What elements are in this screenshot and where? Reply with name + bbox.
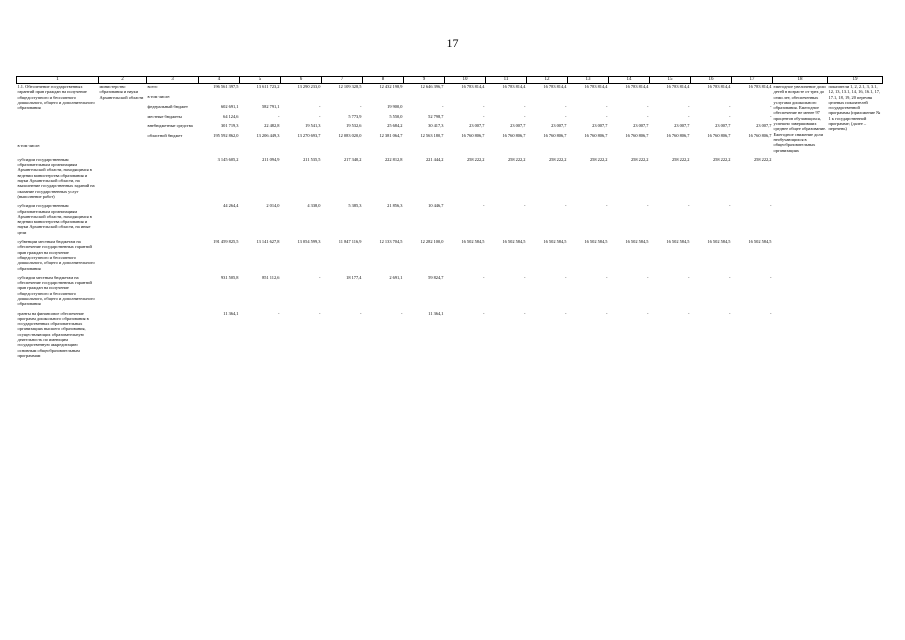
amount-cell: 16 783 814,4: [625, 84, 649, 89]
including-label: в том числе:: [17, 143, 41, 149]
amount-cell: -: [688, 310, 690, 316]
amount-cell: [404, 94, 445, 104]
amount-cell: 258 222,2: [630, 156, 649, 162]
table-row: [17, 275, 883, 307]
table-row: [17, 239, 883, 271]
column-header: 17: [732, 77, 773, 84]
amount-cell: -: [278, 310, 280, 316]
amount-cell: [322, 94, 363, 104]
amount-cell: [691, 94, 732, 104]
budget-table: [16, 76, 883, 358]
amount-cell: 21 856,3: [387, 203, 403, 209]
amount-cell: -: [524, 103, 526, 109]
column-header: 14: [609, 77, 650, 84]
amount-cell: 16 760 806,7: [543, 133, 567, 139]
amount-cell: -: [606, 113, 608, 119]
subsidy-name: субсидии государственным образовательным организациям Архангельской области, находящимся в ведении министерства образования и науки Архангельской области, на иные цели: [17, 203, 92, 235]
amount-cell: 2 014,0: [266, 203, 280, 209]
empty-cell: [773, 203, 828, 235]
amount-cell: -: [565, 274, 567, 280]
amount-cell: -: [647, 113, 649, 119]
amount-cell: -: [483, 103, 485, 109]
amount-cell: 16 783 814,4: [461, 84, 485, 89]
amount-cell: 3 145 605,2: [217, 156, 239, 162]
amount-cell: -: [565, 310, 567, 316]
amount-cell: 13 611 723,2: [256, 84, 280, 89]
column-header: 18: [773, 77, 828, 84]
column-header: 12: [527, 77, 568, 84]
amount-cell: -: [606, 203, 608, 209]
column-header: 16: [691, 77, 732, 84]
empty-cell: [99, 203, 147, 235]
empty-cell: [773, 275, 828, 307]
amount-cell: 5 773,9: [348, 113, 362, 119]
empty-cell: [828, 157, 883, 199]
amount-cell: -: [319, 310, 321, 316]
amount-cell: 13 290 233,0: [297, 84, 321, 89]
amount-cell: 16 783 814,4: [666, 84, 690, 89]
amount-cell: 12 432 198,9: [379, 84, 403, 89]
amount-cell: [281, 94, 322, 104]
amount-cell: 13 270 693,7: [297, 133, 321, 139]
amount-cell: -: [770, 310, 772, 316]
column-header: 8: [363, 77, 404, 84]
amount-cell: 258 222,2: [507, 156, 526, 162]
amount-cell: 258 222,2: [712, 156, 731, 162]
empty-cell: [99, 275, 147, 307]
amount-cell: 258 222,2: [589, 156, 608, 162]
empty-cell: [828, 239, 883, 271]
amount-cell: 12 563 180,7: [420, 133, 444, 139]
amount-cell: -: [565, 113, 567, 119]
funding-source: внебюджетные средства: [147, 123, 193, 129]
amount-cell: -: [647, 274, 649, 280]
amount-cell: [527, 94, 568, 104]
amount-cell: -: [688, 203, 690, 209]
amount-cell: 16 502 584,5: [625, 239, 649, 245]
amount-cell: 59 824,7: [428, 274, 444, 280]
amount-cell: 13 054 599,3: [297, 239, 321, 245]
table-row: [17, 123, 883, 133]
amount-cell: 23 007,7: [674, 123, 690, 129]
amount-cell: 12 381 064,7: [379, 133, 403, 139]
amount-cell: -: [770, 103, 772, 109]
amount-cell: -: [483, 274, 485, 280]
empty-cell: [147, 311, 199, 359]
amount-cell: 301 719,3: [220, 123, 239, 129]
amount-cell: -: [647, 103, 649, 109]
amount-cell: [609, 94, 650, 104]
amount-cell: 64 124,6: [223, 113, 239, 119]
amount-cell: [568, 94, 609, 104]
table-row: [17, 311, 883, 359]
funding-source: местные бюджеты: [147, 113, 182, 119]
amount-cell: -: [770, 113, 772, 119]
empty-cell: [773, 311, 828, 359]
amount-cell: -: [770, 203, 772, 209]
amount-cell: -: [729, 203, 731, 209]
table-row: [17, 203, 883, 235]
program-title: 1.1. Обеспечение государственных гарантий прав граждан на получение общедоступного и бесплатного дошкольного, общего и дополнительного образования: [17, 84, 95, 111]
table-row: [17, 143, 883, 153]
empty-cell: [147, 157, 199, 199]
subsidy-name: субсидии государственным образовательным организациям Архангельской области, находящимся в ведении министерства образования и науки Архангельской области, на выполнение государственных заданий на оказание государственных услуг (выполнение работ): [17, 156, 95, 199]
subsidy-name: гранты на финансовое обеспечение программ дошкольного образования в государственных образовательных организациях высшего образования, осуществляющих образовательную деятельность по имеющим государственную аккредитацию основным общеобразовательным программам: [17, 310, 89, 358]
empty-cell: [828, 275, 883, 307]
amount-cell: 11 847 116,9: [338, 239, 362, 245]
expected-result: ежегодное увеличение доли детей в возрасте от трех до семи лет, обеспеченных услугами дошкольного образования. Ежегодное обеспечение не менее 97 процентов обучающихся, успешно завершивших среднее общее образование. Ежегодное снижение доли необучающихся в общеобразовательных организациях: [773, 84, 827, 153]
amount-cell: -: [606, 103, 608, 109]
amount-cell: 258 222,2: [548, 156, 567, 162]
column-header: 1: [17, 77, 99, 84]
table-row: [17, 114, 883, 124]
amount-cell: -: [688, 274, 690, 280]
amount-cell: -: [524, 274, 526, 280]
amount-cell: [363, 94, 404, 104]
amount-cell: 217 340,2: [343, 156, 362, 162]
amount-cell: 16 783 814,4: [707, 84, 731, 89]
amount-cell: [486, 94, 527, 104]
funding-source: федеральный бюджет: [147, 103, 188, 109]
table-row: [17, 157, 883, 199]
amount-cell: 23 007,7: [592, 123, 608, 129]
amount-cell: -: [401, 310, 403, 316]
amount-cell: 16 783 814,4: [543, 84, 567, 89]
amount-cell: 16 760 806,7: [502, 133, 526, 139]
amount-cell: 12 646 396,7: [420, 84, 444, 89]
amount-cell: 211 094,9: [262, 156, 280, 162]
amount-cell: 16 760 806,7: [584, 133, 608, 139]
table-row: [17, 104, 883, 114]
amount-cell: -: [360, 310, 362, 316]
funding-source: областной бюджет: [147, 133, 183, 139]
amount-cell: [445, 94, 486, 104]
amount-cell: 23 007,7: [510, 123, 526, 129]
empty-cell: [828, 311, 883, 359]
amount-cell: -: [770, 274, 772, 280]
amount-cell: 12 083 020,0: [338, 133, 362, 139]
header-row: [17, 77, 883, 84]
amount-cell: -: [360, 103, 362, 109]
amount-cell: -: [565, 203, 567, 209]
amount-cell: 18 177,4: [346, 274, 362, 280]
amount-cell: 16 502 584,5: [461, 239, 485, 245]
empty-cell: [99, 143, 773, 153]
amount-cell: 222 812,8: [384, 156, 403, 162]
amount-cell: 16 760 806,7: [625, 133, 649, 139]
empty-cell: [147, 239, 199, 271]
amount-cell: 602 691,1: [220, 103, 239, 109]
column-header: 19: [828, 77, 883, 84]
amount-cell: 16 502 584,5: [584, 239, 608, 245]
column-header: 3: [147, 77, 199, 84]
amount-cell: 221 444,2: [425, 156, 444, 162]
funding-source: в том числе:: [147, 94, 171, 100]
column-header: 6: [281, 77, 322, 84]
amount-cell: 23 007,7: [715, 123, 731, 129]
amount-cell: 19 541,3: [305, 123, 321, 129]
table-row: [17, 133, 883, 143]
amount-cell: -: [688, 103, 690, 109]
amount-cell: -: [647, 203, 649, 209]
amount-cell: -: [647, 310, 649, 316]
column-header: 11: [486, 77, 527, 84]
amount-cell: -: [483, 310, 485, 316]
table-header: [17, 77, 883, 84]
amount-cell: 258 222,2: [753, 156, 772, 162]
amount-cell: 13 141 627,8: [256, 239, 280, 245]
column-header: 5: [240, 77, 281, 84]
amount-cell: 23 007,7: [469, 123, 485, 129]
empty-cell: [147, 275, 199, 307]
amount-cell: 23 007,7: [551, 123, 567, 129]
column-header: 10: [445, 77, 486, 84]
amount-cell: 19 900,0: [387, 103, 403, 109]
amount-cell: 582 791,1: [261, 103, 280, 109]
page-number: 17: [446, 36, 459, 50]
empty-cell: [147, 203, 199, 235]
amount-cell: -: [483, 113, 485, 119]
amount-cell: -: [729, 103, 731, 109]
amount-cell: -: [278, 113, 280, 119]
amount-cell: 16 760 806,7: [707, 133, 731, 139]
amount-cell: 196 561 397,5: [213, 84, 239, 89]
column-header: 4: [199, 77, 240, 84]
amount-cell: 258 222,2: [671, 156, 690, 162]
column-header: 9: [404, 77, 445, 84]
column-header: 7: [322, 77, 363, 84]
amount-cell: 16 760 806,7: [461, 133, 485, 139]
amount-cell: -: [729, 274, 731, 280]
amount-cell: 44 264,4: [223, 203, 239, 209]
amount-cell: 22 482,8: [264, 123, 280, 129]
amount-cell: 16 502 584,5: [666, 239, 690, 245]
amount-cell: -: [442, 103, 444, 109]
amount-cell: [199, 94, 240, 104]
empty-cell: [99, 311, 147, 359]
amount-cell: 5 385,3: [348, 203, 362, 209]
amount-cell: 10 446,7: [428, 203, 444, 209]
amount-cell: -: [524, 203, 526, 209]
amount-cell: 16 760 806,7: [748, 133, 772, 139]
subsidy-name: субвенции местным бюджетам на обеспечение государственных гарантий прав граждан на получение общедоступного и бесплатного дошкольного, общего и дополнительного образования: [17, 239, 95, 271]
amount-cell: 16 502 584,5: [502, 239, 526, 245]
amount-cell: 19 532,6: [346, 123, 362, 129]
amount-cell: 16 502 584,5: [707, 239, 731, 245]
table-row: [17, 94, 883, 104]
empty-cell: [773, 157, 828, 199]
amount-cell: [650, 94, 691, 104]
amount-cell: 16 760 806,7: [666, 133, 690, 139]
amount-cell: 12 133 704,5: [379, 239, 403, 245]
empty-cell: [99, 239, 147, 271]
column-header: 2: [99, 77, 147, 84]
empty-cell: [99, 157, 147, 199]
indicators: показатели 1, 2, 2.1, 3, 3.1, 12, 13, 13.1, 14, 16, 16.1, 17, 17.1, 18, 19, 20 перечня целевых показателей государственной программы (приложение № 1 к государственной программе; (далее – перечень): [828, 84, 881, 132]
amount-cell: 931 505,8: [220, 274, 239, 280]
amount-cell: -: [319, 103, 321, 109]
column-header: 15: [650, 77, 691, 84]
program-executor: министерство образования и науки Архангельской области: [99, 84, 144, 100]
amount-cell: -: [606, 310, 608, 316]
amount-cell: 191 459 825,5: [213, 239, 239, 245]
amount-cell: 12 109 328,5: [338, 84, 362, 89]
amount-cell: -: [319, 113, 321, 119]
amount-cell: -: [319, 274, 321, 280]
amount-cell: 23 007,7: [633, 123, 649, 129]
amount-cell: 258 222,2: [466, 156, 485, 162]
amount-cell: 16 783 814,4: [502, 84, 526, 89]
amount-cell: 16 502 584,5: [748, 239, 772, 245]
empty-cell: [773, 239, 828, 271]
amount-cell: [732, 94, 773, 104]
amount-cell: -: [729, 113, 731, 119]
table-body: [17, 84, 883, 359]
amount-cell: 851 112,6: [262, 274, 280, 280]
amount-cell: -: [688, 113, 690, 119]
amount-cell: -: [483, 203, 485, 209]
amount-cell: -: [729, 310, 731, 316]
column-header: 13: [568, 77, 609, 84]
funding-source: всего: [147, 84, 158, 89]
amount-cell: 16 783 814,4: [584, 84, 608, 89]
amount-cell: 16 783 814,4: [748, 84, 772, 89]
amount-cell: 2 691,1: [389, 274, 403, 280]
amount-cell: 25 684,2: [387, 123, 403, 129]
amount-cell: 52 798,7: [428, 113, 444, 119]
amount-cell: 211 535,5: [303, 156, 321, 162]
amount-cell: -: [524, 113, 526, 119]
amount-cell: 11 364,1: [223, 310, 239, 316]
amount-cell: -: [524, 310, 526, 316]
amount-cell: 16 502 584,5: [543, 239, 567, 245]
amount-cell: 4 338,0: [307, 203, 321, 209]
amount-cell: 23 007,7: [756, 123, 772, 129]
amount-cell: 30 417,3: [428, 123, 444, 129]
amount-cell: -: [606, 274, 608, 280]
amount-cell: -: [565, 103, 567, 109]
amount-cell: 5 550,0: [389, 113, 403, 119]
amount-cell: 13 206 449,3: [256, 133, 280, 139]
amount-cell: 195 592 862,0: [213, 133, 239, 139]
table-row: [17, 84, 883, 95]
empty-cell: [828, 203, 883, 235]
amount-cell: [240, 94, 281, 104]
amount-cell: 12 282 100,0: [420, 239, 444, 245]
amount-cell: 11 364,1: [428, 310, 444, 316]
subsidy-name: субсидии местным бюджетам на обеспечение государственных гарантий прав граждан на получение общедоступного и бесплатного дошкольного, общего и дополнительного образования: [17, 274, 95, 307]
